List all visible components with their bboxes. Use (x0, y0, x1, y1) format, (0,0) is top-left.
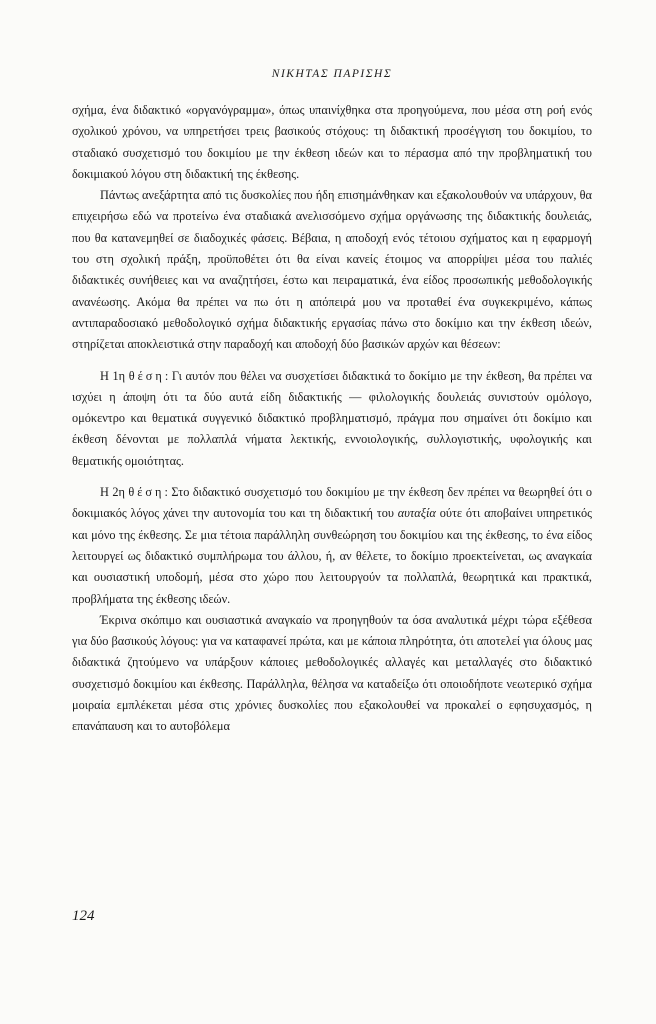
thesis-2-term: θέση (128, 485, 165, 500)
thesis-2-text-a: : Στο διδακτικό συσχετισμό του δοκιμίου με την έκθεση δεν πρέπει να θεωρηθεί ότι ο δοκιμιακός λόγος χάνει την αυτονομία του και τη διδακτική του (72, 485, 592, 521)
paragraph-thesis-2 (72, 482, 592, 610)
paragraph-1: σχήμα, ένα διδακτικό «οργανόγραμμα», όπως υπαινίχθηκα στα προηγούμενα, που μέσα στη ροή ενός σχολικού χρόνου, να υπηρετήσει τρεις βασικούς στόχους: τη διδακτική προσέγγιση του δοκιμίου, το σταδιακό συσχετισμό του δοκιμίου με την έκθεση ιδεών και το πέρασμα από την προβληματική του δοκιμιακού λόγου στη διδακτική της έκθεσης. (72, 103, 592, 181)
thesis-1-lead: Η 1η (100, 368, 126, 383)
book-page (72, 68, 592, 738)
thesis-1-term: θέση (128, 368, 165, 383)
thesis-2-lead: Η 2η (100, 485, 125, 500)
paragraph-thesis-1 (72, 366, 592, 472)
paragraph-2: Πάντως ανεξάρτητα από τις δυσκολίες που ήδη επισημάνθηκαν και εξακολουθούν να υπάρχουν, θα επιχειρήσω εδώ να προτείνω ένα σταδιακά ανελισσόμενο σχήμα οργάνωσης της διδακτικής δουλειάς, που θα κατανεμηθεί σε διαδοχικές φάσεις. Βέβαια, η αποδοχή ενός τέτοιου σχήματος και η εφαρμογή του στη σχολική πράξη, προϋποθέτει ότι θα είναι κανείς έτοιμος να απορρίψει μέσα του παλιές διδακτικές συνήθειες και να αναζητήσει, έστω και πειραματικά, ένα είδος προσωπικής μεθοδολογικής ανανέωσης. Ακόμα θα πρέπει να πω ότι η απόπειρά μου να προταθεί ένα συγκεκριμένο, κάπως αντιπαραδοσιακό μεθοδολογικό σχήμα διδακτικής εργασίας πάνω στο δοκίμιο και την έκθεση ιδεών, στηρίζεται αποκλειστικά στην παραδοχή και αποδοχή δύο βασικών αρχών και θέσεων: (72, 188, 592, 352)
thesis-2-text-b: ούτε ότι αποβαίνει υπηρετικός και μόνο της έκθεσης. Σε μια τέτοια παράλληλη συνθεώρηση του δοκιμίου και της έκθεσης, το ένα είδος λειτουργεί ως διδακτικό συμπλήρωμα του άλλου, ή, αν θέλετε, το δοκίμιο προεκτείνεται, ως αναγκαία και ουσιαστική υποδομή, μέσα στο χώρο που λειτουργούν τα πολλαπλά, θεωρητικά και πρακτικά, προβλήματα της έκθεσης ιδεών. (72, 506, 592, 606)
paragraph-5: Έκρινα σκόπιμο και ουσιαστικά αναγκαίο να προηγηθούν τα όσα αναλυτικά μέχρι τώρα εξέθεσα για δύο βασικούς λόγους: για να καταφανεί πρώτα, και με κάποια πληρότητα, ότι αποτελεί για όλους μας διδακτικά ζητούμενο να υπάρξουν κάποιες μεθοδολογικές αλλαγές και μεταλλαγές στο διδακτικό συσχετισμό δοκιμίου και έκθεσης. Παράλληλα, θέλησα να καταδείξω ότι οποιοδήποτε νεωτερικό σχήμα μοιραία εμπλέκεται μέσα στις χρόνιες δυσκολίες που εξακολουθεί να προκαλεί ο εφησυχασμός, η επανάπαυση και το αυτοβόλεμα (72, 612, 592, 734)
running-head: ΝΙΚΗΤΑΣ ΠΑΡΙΣΗΣ (271, 68, 393, 80)
thesis-1-text: : Γι αυτόν που θέλει να συσχετίσει διδακτικά το δοκίμιο με την έκθεση, θα πρέπει να ισχύει η άποψη ότι τα δύο αυτά είδη διδακτικής — φιλολογικής δουλειάς συνιστούν ομόλογο, ομόκεντρο και θεματικά συγγενικό διδακτικό προβληματισμό, πράγμα που σημαίνει ότι δοκίμιο και έκθεση δένονται με πολλαπλά νήματα λεκτικής, εννοιολογικής, συλλογιστικής, υφολογικής και θεματικής ομοιότητας. (72, 368, 592, 468)
page-number: 124 (72, 908, 95, 924)
thesis-2-emphasis: αυταξία (397, 506, 436, 521)
